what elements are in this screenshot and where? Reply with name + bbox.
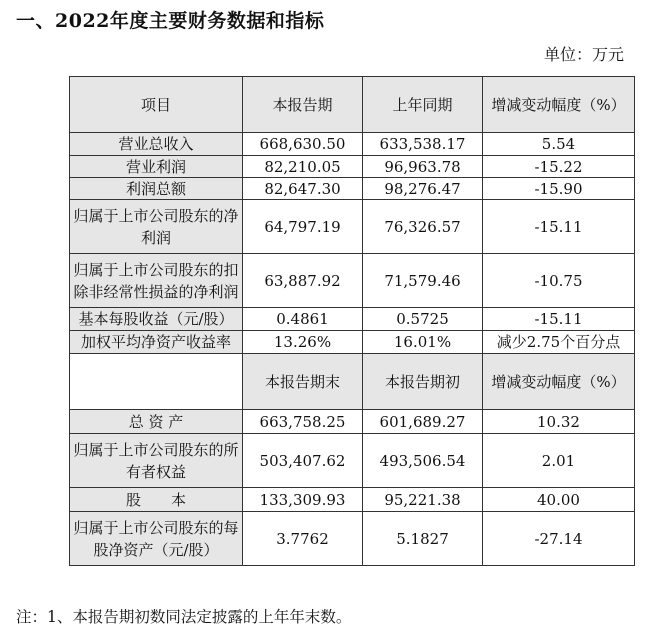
row-label: 总 资 产 [70, 410, 243, 434]
cell-value: 13.26% [243, 331, 363, 354]
table2-header-row [70, 354, 635, 410]
cell-value: 82,647.30 [243, 178, 363, 200]
cell-value: 0.4861 [243, 308, 363, 331]
cell-value: 16.01% [363, 331, 483, 354]
row-label: 股 本 [70, 488, 243, 512]
cell-value: -15.90 [483, 178, 635, 200]
row-label: 归属于上市公司股东的每股净资产（元/股） [70, 512, 243, 566]
cell-value: 601,689.27 [363, 410, 483, 434]
table-row [70, 512, 635, 566]
cell-value: 493,506.54 [363, 434, 483, 488]
cell-value: 95,221.38 [363, 488, 483, 512]
cell-value: -15.11 [483, 200, 635, 254]
row-label: 归属于上市公司股东的所有者权益 [70, 434, 243, 488]
cell-value: 76,326.57 [363, 200, 483, 254]
header-item: 项目 [70, 77, 243, 133]
cell-value: 633,538.17 [363, 133, 483, 156]
table-row [70, 178, 635, 200]
cell-value: 133,309.93 [243, 488, 363, 512]
table-row [70, 254, 635, 308]
header-current: 本报告期 [243, 77, 363, 133]
cell-value: 40.00 [483, 488, 635, 512]
footnote: 注：1、本报告期初数同法定披露的上年年末数。 [16, 608, 352, 626]
table-row [70, 156, 635, 178]
cell-value: 503,407.62 [243, 434, 363, 488]
financial-table [69, 76, 635, 566]
cell-value: 5.54 [483, 133, 635, 156]
row-label: 归属于上市公司股东的扣除非经常性损益的净利润 [70, 254, 243, 308]
cell-value: 668,630.50 [243, 133, 363, 156]
table-row [70, 133, 635, 156]
cell-value: -15.22 [483, 156, 635, 178]
cell-value: 663,758.25 [243, 410, 363, 434]
cell-value: 0.5725 [363, 308, 483, 331]
cell-value: 10.32 [483, 410, 635, 434]
header-period-end: 本报告期末 [243, 354, 363, 410]
row-label: 利润总额 [70, 178, 243, 200]
table-row [70, 410, 635, 434]
cell-value: 63,887.92 [243, 254, 363, 308]
header-change: 增减变动幅度（%） [483, 354, 635, 410]
cell-value: 2.01 [483, 434, 635, 488]
unit-label: 单位：万元 [543, 45, 624, 64]
table-row [70, 434, 635, 488]
cell-value: 82,210.05 [243, 156, 363, 178]
cell-value: 96,963.78 [363, 156, 483, 178]
header-period-start: 本报告期初 [363, 354, 483, 410]
cell-value: 减少2.75个百分点 [483, 331, 635, 354]
cell-value: 5.1827 [363, 512, 483, 566]
cell-value: -27.14 [483, 512, 635, 566]
table-row [70, 308, 635, 331]
section-title: 一、2022年度主要财务数据和指标 [16, 10, 325, 32]
cell-value: -15.11 [483, 308, 635, 331]
header-prior: 上年同期 [363, 77, 483, 133]
row-label: 加权平均净资产收益率 [70, 331, 243, 354]
row-label: 营业利润 [70, 156, 243, 178]
table-row [70, 488, 635, 512]
cell-value: -10.75 [483, 254, 635, 308]
header-change: 增减变动幅度（%） [483, 77, 635, 133]
cell-value: 64,797.19 [243, 200, 363, 254]
table-row [70, 331, 635, 354]
header-blank [70, 354, 243, 410]
table-row [70, 200, 635, 254]
row-label: 归属于上市公司股东的净利润 [70, 200, 243, 254]
cell-value: 71,579.46 [363, 254, 483, 308]
row-label: 基本每股收益（元/股） [70, 308, 243, 331]
cell-value: 3.7762 [243, 512, 363, 566]
cell-value: 98,276.47 [363, 178, 483, 200]
table1-header-row [70, 77, 635, 133]
row-label: 营业总收入 [70, 133, 243, 156]
